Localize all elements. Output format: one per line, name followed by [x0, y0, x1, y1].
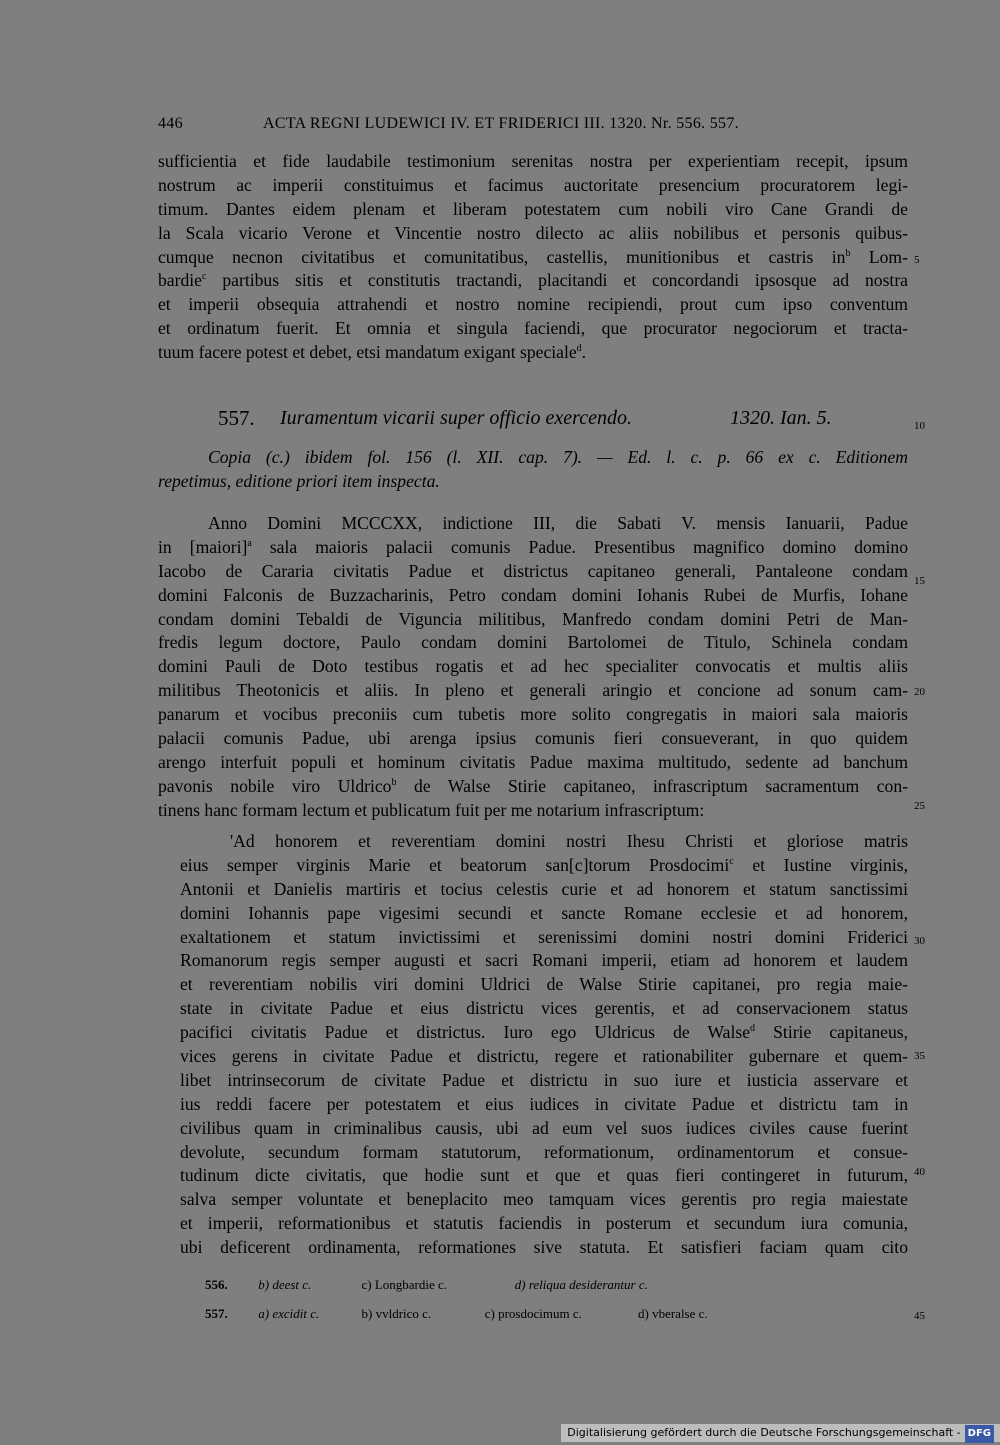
- text-span: .: [581, 342, 587, 363]
- footnote: c) Longbardie c.: [361, 1277, 448, 1292]
- footnote-marker: c: [729, 856, 734, 868]
- text-span: pacifici civitatis Padue et districtus. Iuro ego Uldricus de Walse: [180, 1022, 751, 1043]
- text-line: et reverentiam nobilis viri domini Uldrici de Walse Stirie capitanei, pro regia maie-: [180, 974, 908, 995]
- doc-557-body: [158, 512, 908, 823]
- text-line: militibus Theotonicis et aliis. In pleno et generali aringio et concione ad sonum cam-: [158, 680, 908, 701]
- text-line: tudinum dicte civitatis, que hodie sunt et que et quas fieri contingeret in futurum,: [180, 1165, 908, 1186]
- text-line: domini Falconis de Buzzacharinis, Petro condam domini Iohanis Rubei de Murfis, Iohane: [158, 584, 908, 605]
- footnotes-556: [205, 1277, 648, 1293]
- text-line: arengo interfuit populi et hominum civitatis Padue maxima multitudo, sedente ad banchum: [158, 751, 908, 772]
- text-line: ubi deficerent ordinamenta, reformationes sive statuta. Et satisfieri faciam quam cito: [180, 1237, 908, 1258]
- text-line: repetimus, editione priori item inspecta.: [158, 470, 440, 491]
- dfg-logo: DFG: [965, 1425, 994, 1443]
- text-span: pavonis nobile viro Uldrico: [158, 775, 392, 796]
- source-note: [158, 446, 908, 494]
- margin-line-number: 40: [914, 1166, 925, 1178]
- text-line: devolute, secundum formam statutorum, reformationum, ordinamentorum et consue-: [180, 1141, 908, 1162]
- footnote: b) vvldrico c.: [361, 1306, 432, 1321]
- text-line: la Scala vicario Verone et Vincentie nostro dilecto ac aliis nobilibus et personis quibus-: [158, 222, 908, 243]
- text-line: et imperii obsequia attrahendi et nostro nomine recipiendi, prout cum ipso conventum: [158, 294, 908, 315]
- text-line: [158, 854, 908, 878]
- text-line: 'Ad honorem et reverentiam domini nostri Ihesu Christi et gloriose matris: [230, 831, 908, 851]
- text-span: de Walse Stirie capitaneo, infrascriptum sacramentum con-: [396, 775, 908, 796]
- page-number: 446: [158, 115, 183, 132]
- text-line: ius reddi facere per potestatem et eius iudices in civitate Padue et districtu tam in: [180, 1093, 908, 1114]
- text-line: state in civitate Padue et eius districtu vices gerentis, et ad conservacionem status: [180, 998, 908, 1019]
- text-line: Iacobo de Cararia civitatis Padue et districtus capitaneo generali, Pantaleone condam: [158, 560, 908, 581]
- text-line: [158, 775, 908, 799]
- margin-line-number: 5: [914, 254, 920, 266]
- margin-line-number: 15: [914, 575, 925, 587]
- text-span: in [maiori]: [158, 536, 248, 557]
- text-span: Stirie capitaneus,: [755, 1022, 908, 1043]
- text-line: condam domini Tebaldi de Viguncia militibus, Manfredo condam domini Petri de Man-: [158, 608, 908, 629]
- text-line: panarum et vocibus preconiis cum tubetis more solito congregatis in maiori sala maioris: [158, 704, 908, 725]
- margin-line-number: 30: [914, 935, 925, 947]
- text-line: [158, 536, 908, 560]
- text-span: tuum facere potest et debet, etsi mandatum exigant speciale: [158, 342, 577, 363]
- margin-line-number: 10: [914, 420, 925, 432]
- footnote-marker: c: [201, 271, 207, 283]
- text-line: fredis legum doctore, Paulo condam domini Bartolomei de Titulo, Schinela condam: [158, 632, 908, 653]
- text-span: Lom-: [850, 246, 908, 267]
- digitization-footer: [561, 1424, 1000, 1442]
- footnote-number: 556.: [205, 1277, 228, 1292]
- text-line: tinens hanc formam lectum et publicatum fuit per me notarium infrascriptum:: [158, 799, 705, 820]
- running-head: ACTA REGNI LUDEWICI IV. ET FRIDERICI III. 1320. Nr. 556. 557.: [263, 115, 739, 132]
- text-line: Anno Domini MCCCXX, indictione III, die Sabati V. mensis Ianuarii, Padue: [208, 513, 908, 533]
- document-title: Iuramentum vicarii super officio exercendo.: [280, 407, 632, 429]
- margin-line-number: 35: [914, 1050, 925, 1062]
- text-line: vices gerens in civitate Padue et districtu, regere et rationabiliter gubernare et quem-: [180, 1046, 908, 1067]
- text-span: partibus sitis et constitutis tractandi, placitandi et concordandi ipsosque ad nostra: [206, 270, 908, 291]
- text-line: libet intrinsecorum de civitate Padue et districtu in suo iure et iusticia asservare et: [180, 1069, 908, 1090]
- text-line: nostrum ac imperii constituimus et facimus auctoritate presencium procuratorem legi-: [158, 174, 908, 195]
- text-span: sala maioris palacii comunis Padue. Presentibus magnifico domino domino: [251, 536, 908, 557]
- text-line: [158, 246, 908, 270]
- document-date: 1320. Ian. 5.: [730, 407, 832, 429]
- footnotes-557: [205, 1306, 708, 1322]
- text-line: [158, 1021, 908, 1045]
- footnote-marker: d: [750, 1023, 756, 1035]
- footnote-marker: d: [576, 343, 582, 355]
- text-line: domini Iohannis pape vigesimi secundi et sancte Romane ecclesie et ad honorem,: [180, 902, 908, 923]
- footnote: d) reliqua desiderantur c.: [514, 1277, 648, 1292]
- text-line: civilibus quam in criminalibus causis, ubi ad eum vel suos iudices civiles cause fuerint: [180, 1117, 908, 1138]
- footnote: d) vberalse c.: [638, 1306, 708, 1321]
- document-number: 557.: [218, 406, 255, 430]
- text-line: domini Pauli de Doto testibus rogatis et ad hec specialiter convocatis et multis aliis: [158, 656, 908, 677]
- footnote: b) deest c.: [258, 1277, 312, 1292]
- text-span: et Iustine virginis,: [733, 854, 908, 875]
- text-span: eius semper virginis Marie et beatorum san[c]torum Prosdocimi: [180, 854, 730, 875]
- margin-line-number: 45: [914, 1310, 925, 1322]
- text-line: [158, 269, 908, 293]
- text-line: et ordinatum fuerit. Et omnia et singula faciendi, que procurator negociorum et tracta-: [158, 318, 908, 339]
- text-span: cumque necnon civitatibus et comunitatibus, castellis, munitionibus et castris in: [158, 246, 846, 267]
- footnote: a) excidit c.: [258, 1306, 320, 1321]
- footer-text: Digitalisierung gefördert durch die Deutsche Forschungsgemeinschaft -: [567, 1426, 961, 1439]
- doc-556-text: [158, 150, 908, 365]
- text-line: sufficientia et fide laudabile testimonium serenitas nostra per experientiam recepit, ipsum: [158, 151, 908, 171]
- text-span: bardie: [158, 270, 202, 291]
- text-line: timum. Dantes eidem plenam et liberam potestatem cum nobili viro Cane Grandi de: [158, 198, 908, 219]
- footnote-marker: b: [845, 247, 851, 259]
- margin-line-number: 25: [914, 800, 925, 812]
- margin-line-number: 20: [914, 686, 925, 698]
- footnote: c) prosdocimum c.: [484, 1306, 582, 1321]
- text-line: Romanorum regis semper augusti et sacri Romani imperii, etiam ad honorem et laudem: [180, 950, 908, 971]
- text-line: exaltationem et statum invictissimi et serenissimi domini nostri domini Friderici: [180, 926, 908, 947]
- text-line: [158, 341, 908, 365]
- text-line: palacii comunis Padue, ubi arenga ipsius comunis fieri consueverant, in quo quidem: [158, 728, 908, 749]
- text-line: Antonii et Danielis martiris et tocius celestis curie et ad honorem et statum sanctissimi: [180, 878, 908, 899]
- footnote-marker: b: [391, 776, 397, 788]
- text-line: salva semper voluntate et beneplacito meo tamquam vices gerentis pro regia maiestate: [180, 1189, 908, 1210]
- footnote-marker: a: [247, 538, 252, 550]
- footnote-number: 557.: [205, 1306, 228, 1321]
- text-line: et imperii, reformationibus et statutis faciendis in posterum et secundum iura comunia,: [180, 1213, 908, 1234]
- oath-text: [158, 830, 908, 1260]
- text-line: Copia (c.) ibidem fol. 156 (l. XII. cap. 7). — Ed. l. c. p. 66 ex c. Editionem: [208, 447, 908, 467]
